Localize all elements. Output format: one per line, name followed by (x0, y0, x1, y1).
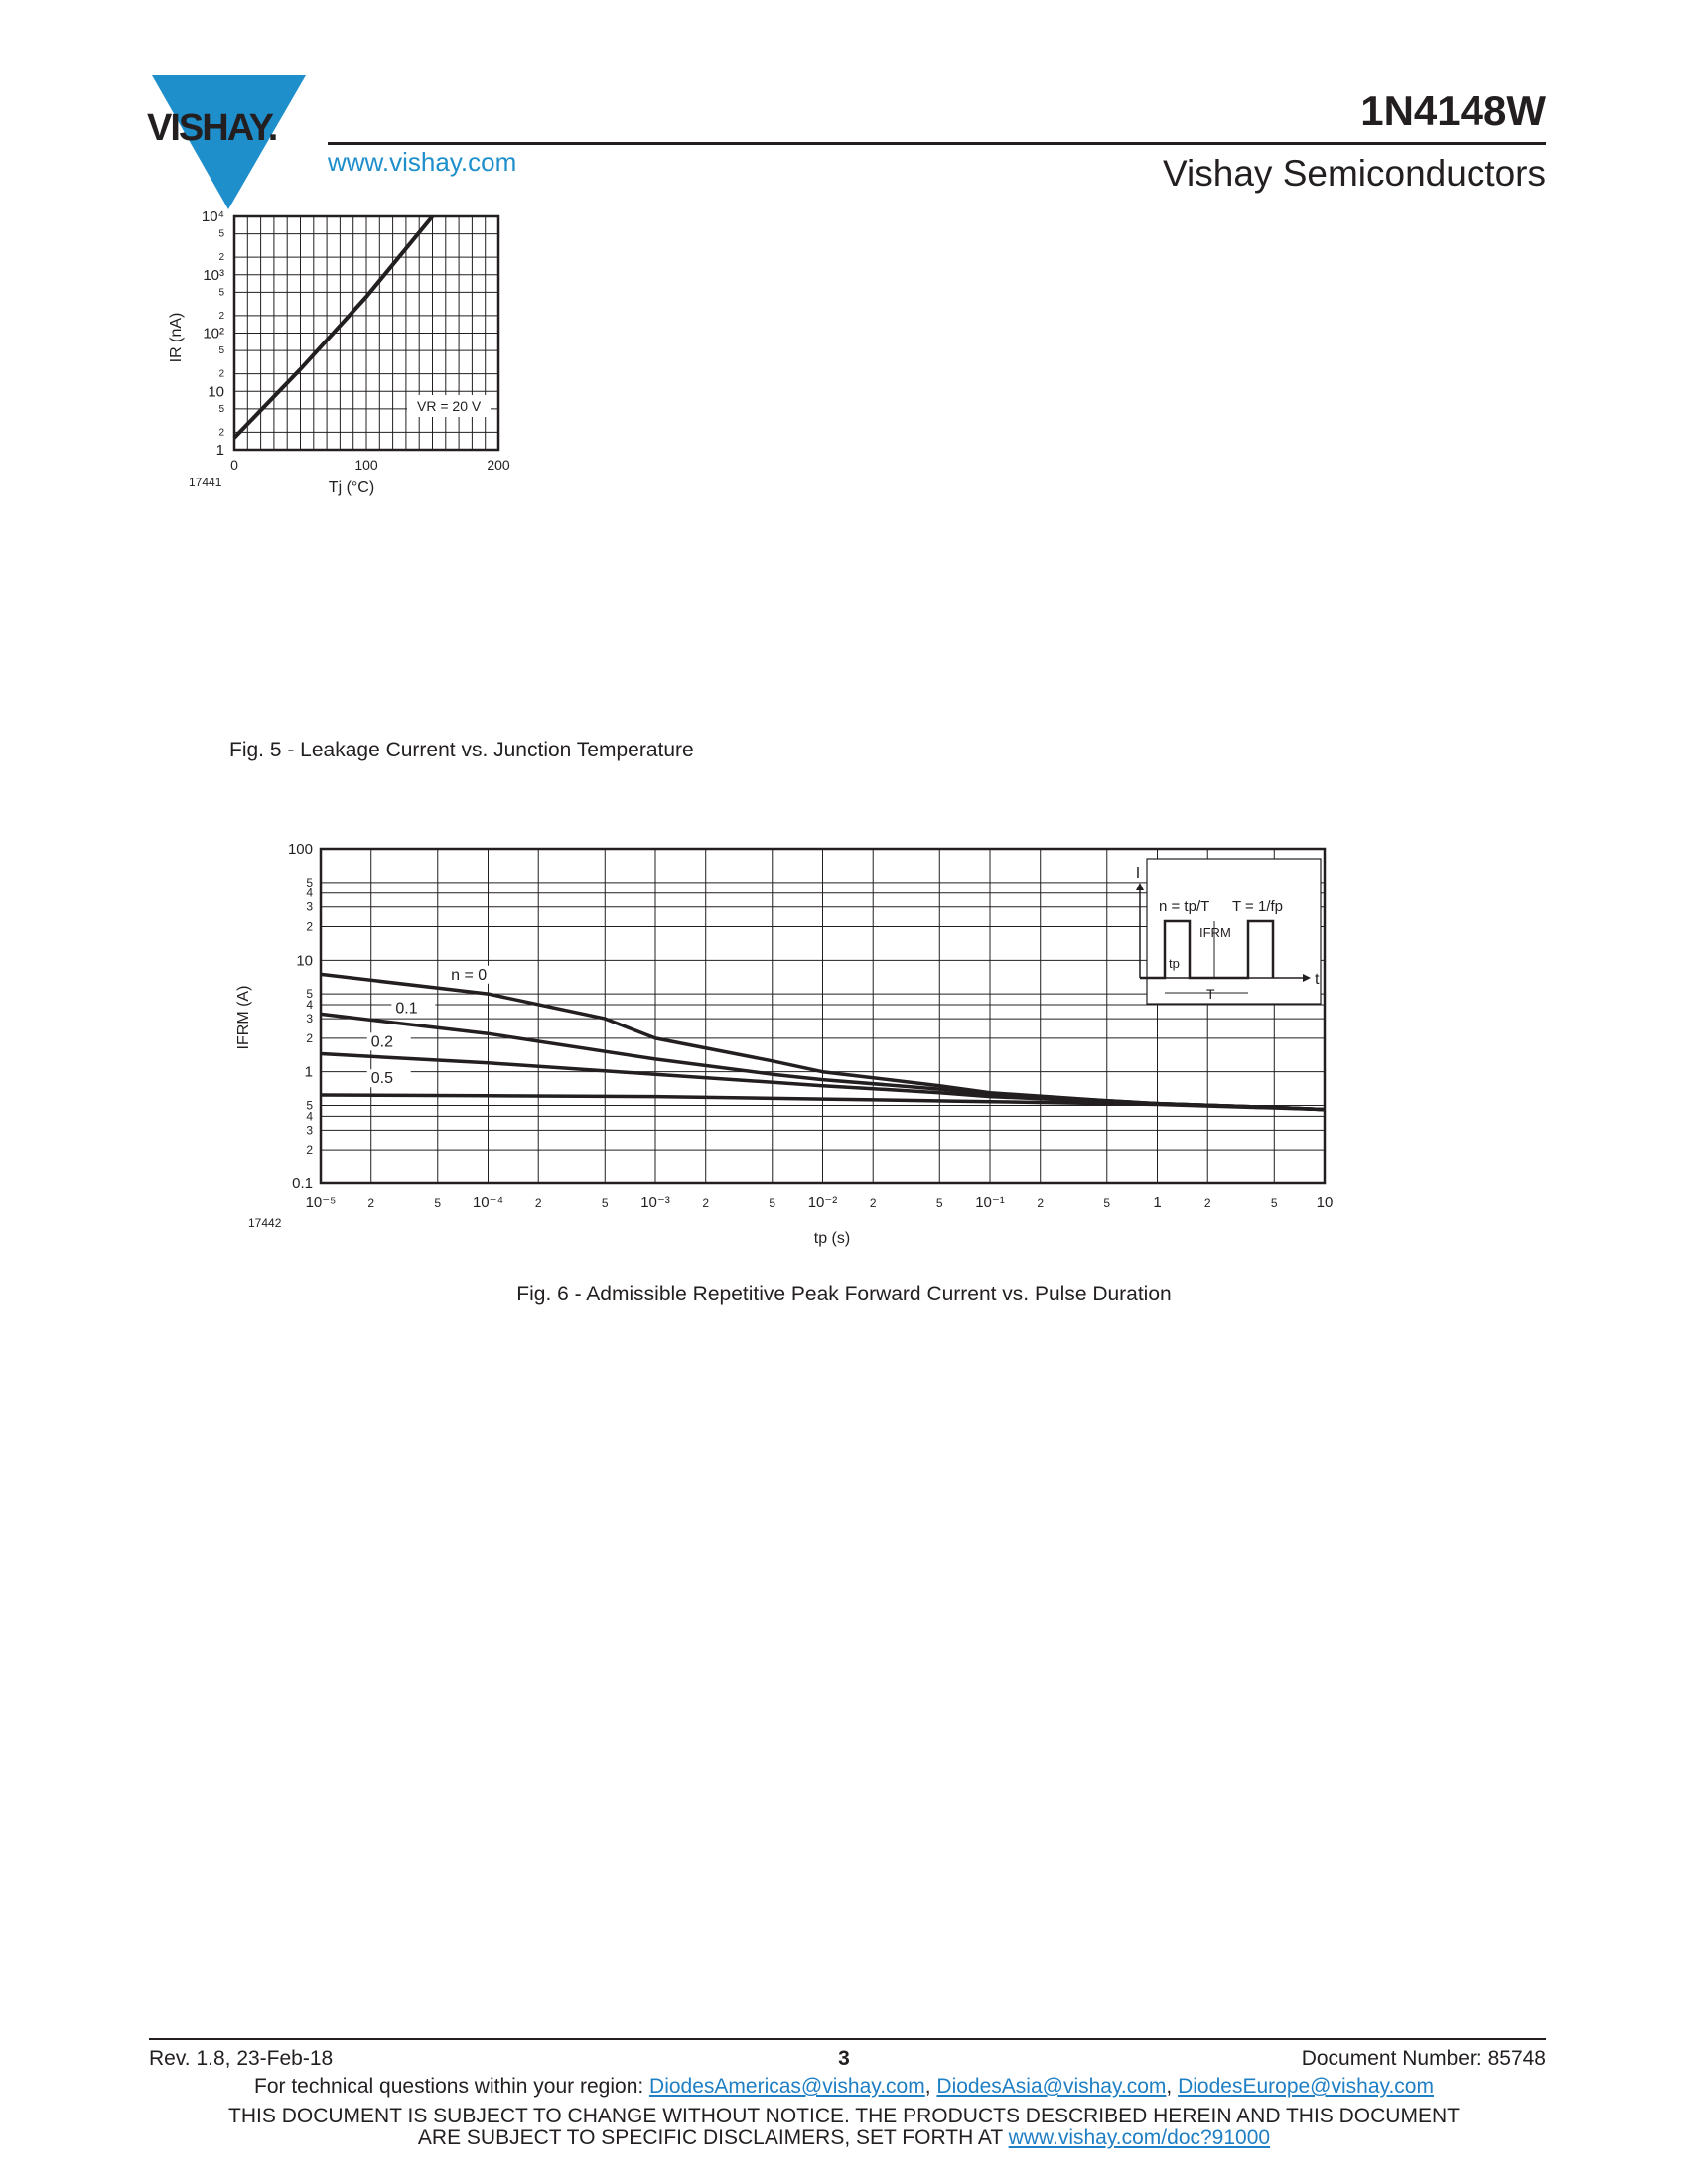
disclaimer-link[interactable]: www.vishay.com/doc?91000 (1008, 2126, 1271, 2149)
fig5-figure-id: 17441 (189, 476, 222, 489)
fig5-x-tick: 200 (487, 457, 510, 473)
fig6-x-tick: 5 (434, 1196, 442, 1210)
fig5-y-tick: 5 (218, 403, 224, 415)
email-asia-link[interactable]: DiodesAsia@vishay.com (936, 2075, 1167, 2098)
fig6-y-tick: 2 (306, 1143, 313, 1158)
support-prefix: For technical questions within your region: (254, 2075, 650, 2098)
support-line (0, 2075, 1688, 2099)
fig5-curve (234, 216, 433, 438)
fig6-xlabel: tp (s) (813, 1230, 851, 1247)
fig6-caption: Fig. 6 - Admissible Repetitive Peak Forward Current vs. Pulse Duration (516, 1283, 1172, 1305)
fig5-y-tick: 1 (215, 442, 224, 459)
fig5-y-tick: 5 (218, 345, 224, 357)
fig5-caption: Fig. 5 - Leakage Current vs. Junction Temperature (229, 739, 694, 761)
fig6-x-tick: 10 (1316, 1194, 1334, 1211)
fig6-x-tick: 2 (367, 1196, 375, 1210)
fig6-y-tick: 1 (304, 1063, 313, 1081)
fig6-y-tick: 3 (306, 1012, 313, 1026)
fig6-x-tick: 2 (1037, 1196, 1045, 1210)
disclaimer-line-2 (0, 2126, 1688, 2150)
fig5-y-tick: 5 (218, 228, 224, 240)
fig6-y-tick: 5 (306, 875, 313, 889)
fig6-y-tick: 0.1 (292, 1175, 313, 1192)
fig6-figure-id: 17442 (248, 1216, 282, 1230)
inset-ifrm-label: IFRM (1199, 925, 1231, 940)
fig5-x-tick: 100 (354, 457, 378, 473)
company-name: Vishay Semiconductors (1163, 153, 1546, 194)
fig5-chart (159, 199, 675, 615)
website-link[interactable]: www.vishay.com (328, 147, 517, 177)
fig6-y-tick: 3 (306, 899, 313, 914)
fig6-x-tick: 10⁻² (807, 1194, 838, 1211)
fig5-y-tick: 10 (208, 383, 224, 401)
fig6-series-label: 0.2 (370, 1033, 393, 1051)
fig6-x-tick: 1 (1153, 1194, 1162, 1211)
fig6-x-tick: 5 (769, 1196, 776, 1210)
fig5-y-tick: 2 (218, 427, 224, 439)
fig6-x-tick: 5 (1270, 1196, 1278, 1210)
fig6-x-tick: 10⁻¹ (975, 1194, 1005, 1211)
fig6-x-tick: 2 (1203, 1196, 1211, 1210)
part-number: 1N4148W (1360, 87, 1546, 134)
fig6-y-tick: 10 (296, 952, 313, 970)
fig6-x-tick: 2 (702, 1196, 710, 1210)
fig6-y-tick: 4 (306, 886, 313, 900)
separator: , (924, 2075, 937, 2098)
fig5-y-tick: 10³ (203, 266, 224, 284)
fig5-ylabel: IR (nA) (168, 312, 185, 363)
fig6-y-tick: 4 (306, 998, 313, 1013)
fig5-y-tick: 5 (218, 287, 224, 299)
logo-text: VISHAY. (147, 107, 277, 149)
email-europe-link[interactable]: DiodesEurope@vishay.com (1178, 2075, 1434, 2098)
fig6-y-tick: 4 (306, 1109, 313, 1124)
fig6-y-tick: 100 (287, 841, 313, 858)
fig6-series-label: 0.1 (395, 1000, 418, 1018)
fig5-y-tick: 2 (218, 310, 224, 322)
fig6-x-tick: 5 (601, 1196, 609, 1210)
separator: , (1166, 2075, 1179, 2098)
footer-divider (149, 2038, 1546, 2040)
fig5-y-tick: 2 (218, 368, 224, 380)
fig6-y-tick: 5 (306, 987, 313, 1002)
fig6-chart (228, 834, 1350, 1261)
email-americas-link[interactable]: DiodesAmericas@vishay.com (649, 2075, 925, 2098)
fig6-svg (228, 834, 1350, 1261)
fig6-x-tick: 2 (534, 1196, 542, 1210)
fig6-series-label: 0.5 (370, 1070, 393, 1088)
fig6-x-tick: 5 (1103, 1196, 1111, 1210)
inset-n-formula: n = tp/T (1159, 898, 1210, 915)
inset-period-label: T (1206, 986, 1215, 1002)
disclaimer-line-1: THIS DOCUMENT IS SUBJECT TO CHANGE WITHOUT NOTICE. THE PRODUCTS DESCRIBED HEREIN AND THIS DOCUMENT (228, 2105, 1460, 2127)
inset-tp-label: tp (1169, 956, 1180, 971)
fig6-x-tick: 10⁻⁴ (472, 1194, 504, 1211)
inset-i-label: I (1135, 865, 1141, 882)
fig5-y-tick: 10² (203, 325, 224, 342)
fig6-x-tick: 10⁻³ (640, 1194, 670, 1211)
disclaimer-prefix: ARE SUBJECT TO SPECIFIC DISCLAIMERS, SET FORTH AT (417, 2126, 1009, 2149)
fig5-svg (159, 199, 675, 615)
inset-t-formula: T = 1/fp (1232, 898, 1284, 915)
fig6-series-label: n = 0 (451, 966, 488, 984)
fig6-x-tick: 5 (935, 1196, 943, 1210)
fig5-xlabel: Tj (°C) (328, 479, 375, 496)
fig6-y-tick: 2 (306, 919, 313, 934)
fig5-y-tick: 10⁴ (201, 208, 224, 225)
fig6-y-tick: 5 (306, 1098, 313, 1113)
document-number: Document Number: 85748 (1301, 2047, 1546, 2070)
pulse-waveform-inset (1136, 859, 1321, 1004)
revision-date: Rev. 1.8, 23-Feb-18 (149, 2047, 334, 2070)
fig5-y-tick: 2 (218, 252, 224, 264)
fig6-x-tick: 10⁻⁵ (305, 1194, 337, 1211)
header-divider (328, 142, 1546, 145)
fig6-x-tick: 2 (869, 1196, 877, 1210)
fig6-ylabel: IFRM (A) (235, 985, 252, 1050)
fig5-annotation: VR = 20 V (417, 398, 482, 414)
page-number: 3 (838, 2047, 850, 2070)
inset-t-axis-label: t (1315, 971, 1320, 988)
fig6-y-tick: 2 (306, 1030, 313, 1045)
fig5-x-tick: 0 (230, 457, 238, 473)
fig6-y-tick: 3 (306, 1123, 313, 1138)
